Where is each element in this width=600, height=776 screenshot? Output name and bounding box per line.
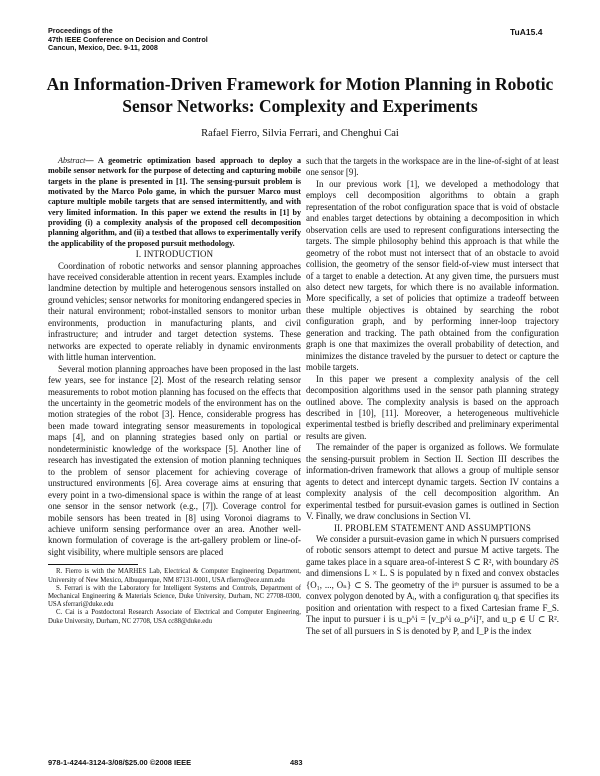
header-line-2: 47th IEEE Conference on Decision and Control (48, 34, 208, 44)
paragraph: In this paper we present a complexity analysis of the cell decomposition algorithms used in the sensor path planning strategy outlined above. The complexity analysis is based on the approach described in [10], [11]. Moreover, a heterogeneous multivehicle experimental testbed is briefly described and preliminary experimental results are given. (306, 373, 559, 441)
left-column (48, 156, 301, 626)
isbn-line: 978-1-4244-3124-3/08/$25.00 ©2008 IEEE (48, 758, 192, 767)
footnote-rule (48, 564, 138, 565)
abstract-text: — A geometric optimization based approach to deploy a mobile sensor network for the purpose of detecting and capturing mobile targets in the plane is presented in [1]. The sensing-pursuit problem is motivated by the Marco Polo game, in which the pursuer Marco must capture multiple mobile targets that are sensed intermittently, and with very limited information. In this paper we extend the results in [1] by providing (i) a complexity analysis of the proposed cell decomposition planning algorithm, and (ii) a testbed that allows to experimentally verify the applicability of the proposed pursuit methodology. (48, 156, 301, 248)
paragraph: Several motion planning approaches have been proposed in the last few years, see for instance [2]. Most of the research relating sensor measurements to robot motion planning has focused on the effects that the uncertainty in the geometric models of the environment has on the motion strategies of the robot [3]. Hence, considerable progress has been made toward integrating sensor measurements in topological maps [4], and on planning strategies based only on partial or nondeterministic knowledge of the workspace [5]. Another line of research has investigated the extension of motion planning techniques to the problem of sensor placement for achieving coverage of unstructured environments [6]. Area coverage aims at ensuring that every point in a two-dimensional space is within the range of at least one sensor in the sensor network (e.g., [7]). Coverage control for mobile sensors has been treated in [8] using Voronoi diagrams to achieve uniform sensing performance over an area. Another well-known formulation of coverage is the art-gallery problem or line-of-sight visibility, where multiple sensors are placed (48, 363, 301, 557)
page-number: 483 (290, 758, 303, 767)
paragraph: Coordination of robotic networks and sensor planning approaches have received considerable attention in recent years. Examples include landmine detection by multiple and heterogenous sensors installed on ground vehicles; sensor networks for monitoring endangered species in their natural environment; robot-installed sensors to monitor urban environments, production in manufacturing plants, and civil infrastructure; and intruder and target detection systems. These networks are expected to operate reliably in dynamic environments with little human intervention. (48, 260, 301, 363)
title-line-1: An Information-Driven Framework for Motion Planning in Robotic (46, 74, 554, 94)
section-heading-introduction: I. INTRODUCTION (135, 249, 214, 260)
header-line-1: Proceedings of the (48, 26, 113, 35)
footnote: R. Fierro is with the MARHES Lab, Electrical & Computer Engineering Department, University of New Mexico, Albuquerque, NM 87131-0001, USA rfierro@ece.unm.edu (48, 568, 301, 584)
author-list: Rafael Fierro, Silvia Ferrari, and Chenghui Cai (201, 128, 399, 139)
footnote: S. Ferrari is with the Laboratory for Intelligent Systems and Controls, Department of Mechanical Engineering & Materials Science, Duke University, Durham, NC 27708-0300, USA sferrari@duke.edu (48, 584, 301, 609)
abstract-label: Abstract (58, 156, 86, 165)
footnotes (48, 568, 301, 625)
paragraph: such that the targets in the workspace are in the line-of-sight of at least one sensor [9]. (306, 156, 559, 178)
section-heading-problem-statement: II. PROBLEM STATEMENT AND ASSUMPTIONS (333, 522, 532, 533)
title-line-2: Sensor Networks: Complexity and Experiments (122, 96, 478, 116)
paper-title (40, 73, 560, 117)
proceedings-header (48, 27, 208, 53)
header-line-3: Cancun, Mexico, Dec. 9-11, 2008 (48, 43, 158, 53)
footnote: C. Cai is a Postdoctoral Research Associate of Electrical and Computer Engineering, Duke University, Durham, NC 27708, USA cc88@duke.edu (48, 609, 301, 625)
paragraph: The remainder of the paper is organized as follows. We formulate the sensing-pursuit problem in Section II. Section III describes the information-driven framework that allows a group of multiple sensor agents to detect and intercept dynamic targets. Section IV contains a complexity analysis of the cell decomposition algorithm. An experimental testbed for pursuit-evasion games is outlined in Section V. Finally, we draw conclusions in Section VI. (306, 442, 559, 522)
session-code: TuA15.4 (510, 27, 543, 37)
paragraph: In our previous work [1], we developed a methodology that employs cell decomposition algorithms to obtain a graph representation of the robot configuration space that is void of obstacle and enables target detections by obtaining a decomposition in which observation cells are used to represent configurations intersecting the targets. The simple philosophy behind this approach is that while the geometry of the robot must not intersect that of an obstacle to avoid collision, the geometry of the sensor field-of-view must intersect that of a target to enable a detection. At any given time, the pursuers must also detect new targets, for which there is no available information. More specifically, a set of policies that optimize a tradeoff between these multiple objectives is obtained by searching the robot configuration graph, and by performing inner-loop trajectory generation and tracking. The path obtained from the configuration graph is one that maximizes the overall probability of detection, and minimizes the distance traveled by the pursuer to detect or capture the mobile targets. (306, 178, 559, 373)
abstract (48, 156, 301, 249)
right-column (306, 156, 559, 637)
paragraph: We consider a pursuit-evasion game in which N pursuers comprised of robotic sensors attempt to detect and pursue M active targets. The game takes place in a square area-of-interest S ⊂ R², with boundary ∂S and dimensions L × L. S is populated by n fixed and convex obstacles {O₁, ..., Oₙ} ⊂ S. The geometry of the iᵗʰ pursuer is assumed to be a convex polygon denoted by Aᵢ, with a configuration qᵢ that specifies its position and orientation with respect to a fixed Cartesian frame F_S. The input to pursuer i is u_p^i = [v_p^i ω_p^i]ᵀ, and u_p ∈ U ⊂ R². The set of all pursuers in S is denoted by P, and I_P is the index (306, 533, 559, 636)
